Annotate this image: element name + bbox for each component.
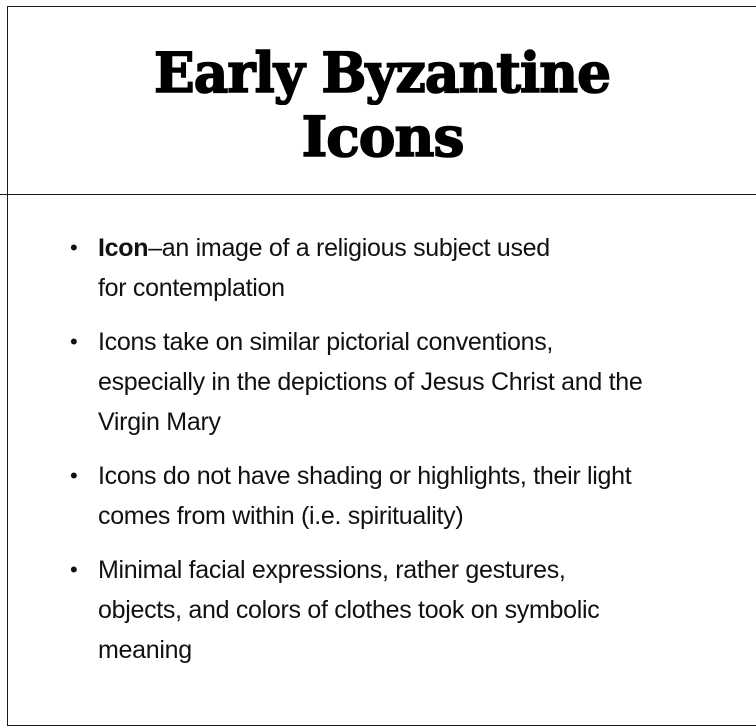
bullet-text-line-1: Minimal facial expressions, rather gestures,: [98, 556, 566, 584]
bullet-item-shading: [70, 456, 730, 536]
bullet-text-line-2: especially in the depictions of Jesus Christ and the: [98, 368, 643, 396]
bullet-text-line-3: meaning: [98, 636, 192, 664]
bullet-text-line-1: Icons do not have shading or highlights, their light: [98, 462, 632, 490]
slide-title-line-2: Icons: [301, 104, 464, 169]
bullet-item-expressions: [70, 550, 730, 670]
bullet-icon: •: [70, 557, 78, 582]
bullet-icon: •: [70, 235, 78, 260]
bullet-text-line-1: –an image of a religious subject used: [148, 234, 550, 262]
bullet-text-line-2: for contemplation: [98, 274, 285, 302]
bullet-text-line-2: comes from within (i.e. spirituality): [98, 502, 464, 530]
bullet-icon: •: [70, 463, 78, 488]
term-icon: Icon: [98, 234, 149, 262]
bullet-list: [70, 228, 730, 684]
bullet-text-line-1: Icons take on similar pictorial conventions,: [98, 328, 554, 356]
title-area: [8, 7, 756, 203]
slide-title-line-1: Early Byzantine: [154, 40, 611, 105]
bullet-icon: •: [70, 329, 78, 354]
bullet-text-line-3: Virgin Mary: [98, 408, 221, 436]
bullet-item-conventions: [70, 322, 730, 442]
bullet-item-icon-definition: [70, 228, 730, 308]
bullet-text-line-2: objects, and colors of clothes took on symbolic: [98, 596, 600, 624]
title-divider: [0, 194, 756, 195]
